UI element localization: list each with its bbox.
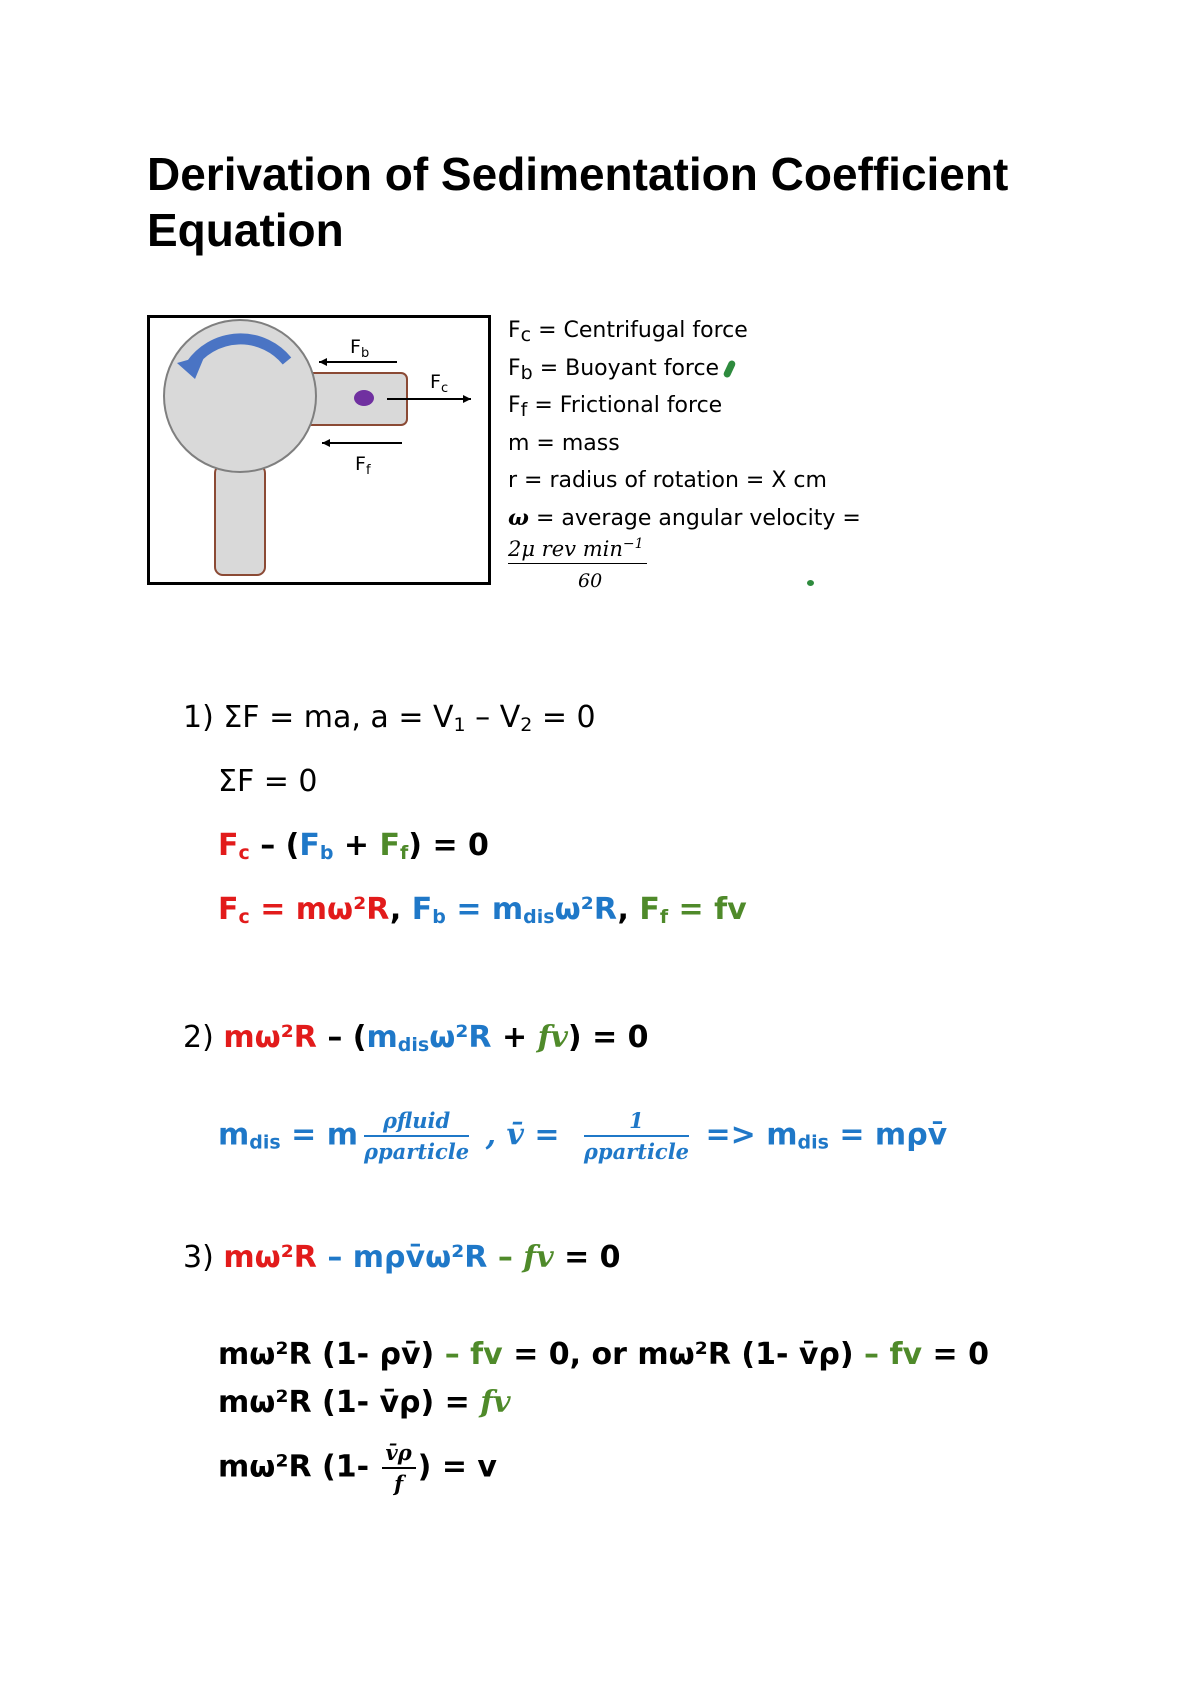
variable-legend	[508, 312, 861, 537]
mdis-definition: $m_{dis} = m$ ρfluid ρparticle , v̄ = 1 ρparticle => $m_{dis}$ = mρv̄	[218, 1108, 948, 1164]
particle	[354, 390, 374, 406]
legend-row: Fb = Buoyant force	[508, 350, 861, 388]
page-title: Derivation of Sedimentation Coefficient Equation	[147, 148, 1009, 256]
step-2-equation: 2) $m\omega^2R - (m_{dis}\omega^2R + fv) = 0$	[183, 1020, 649, 1056]
legend-row: ω = average angular velocity =	[508, 504, 861, 531]
green-dot-icon	[807, 580, 814, 586]
step-1-equation: 1) ΣF = ma, $a = V_1 - V_2 = 0$	[183, 700, 596, 736]
step-3-equation: 3) mω²R – mρv̄ω²R – fv = 0	[183, 1240, 621, 1275]
lower-tube	[215, 465, 265, 575]
legend-row: Fc = Centrifugal force	[508, 318, 748, 346]
ff-label: $F_f$	[355, 453, 371, 478]
green-mark-icon	[723, 359, 737, 378]
omega-fraction: 2μ rev $\min^{-1}$ 60	[508, 536, 678, 592]
centrifuge-diagram	[147, 315, 491, 585]
force-definitions: $F_c = m\omega^2R$, $F_b = m_{dis}\omega^2R$, $F_f$ = fv	[218, 892, 747, 928]
fc-label: $F_c$	[430, 371, 449, 396]
step-3-simplified: mω²R (1- v̄ρ) = fv	[218, 1385, 511, 1420]
step-3-final: mω²R (1- $\frac{v̄\rho}{f}$ ) = v	[218, 1440, 497, 1496]
fb-label: $F_b$	[350, 336, 370, 361]
legend-row: m = mass	[508, 430, 620, 456]
step-3-rearranged: mω²R (1- ρv̄) – fv = 0, or mω²R (1- v̄ρ) – fv = 0	[218, 1337, 989, 1372]
force-balance: $F_c - (F_b + F_f) = 0$	[218, 828, 489, 864]
legend-row: Ff = Frictional force	[508, 393, 723, 421]
sum-force-zero: ΣF = 0	[218, 764, 318, 799]
legend-row: r = radius of rotation = X cm	[508, 468, 827, 493]
